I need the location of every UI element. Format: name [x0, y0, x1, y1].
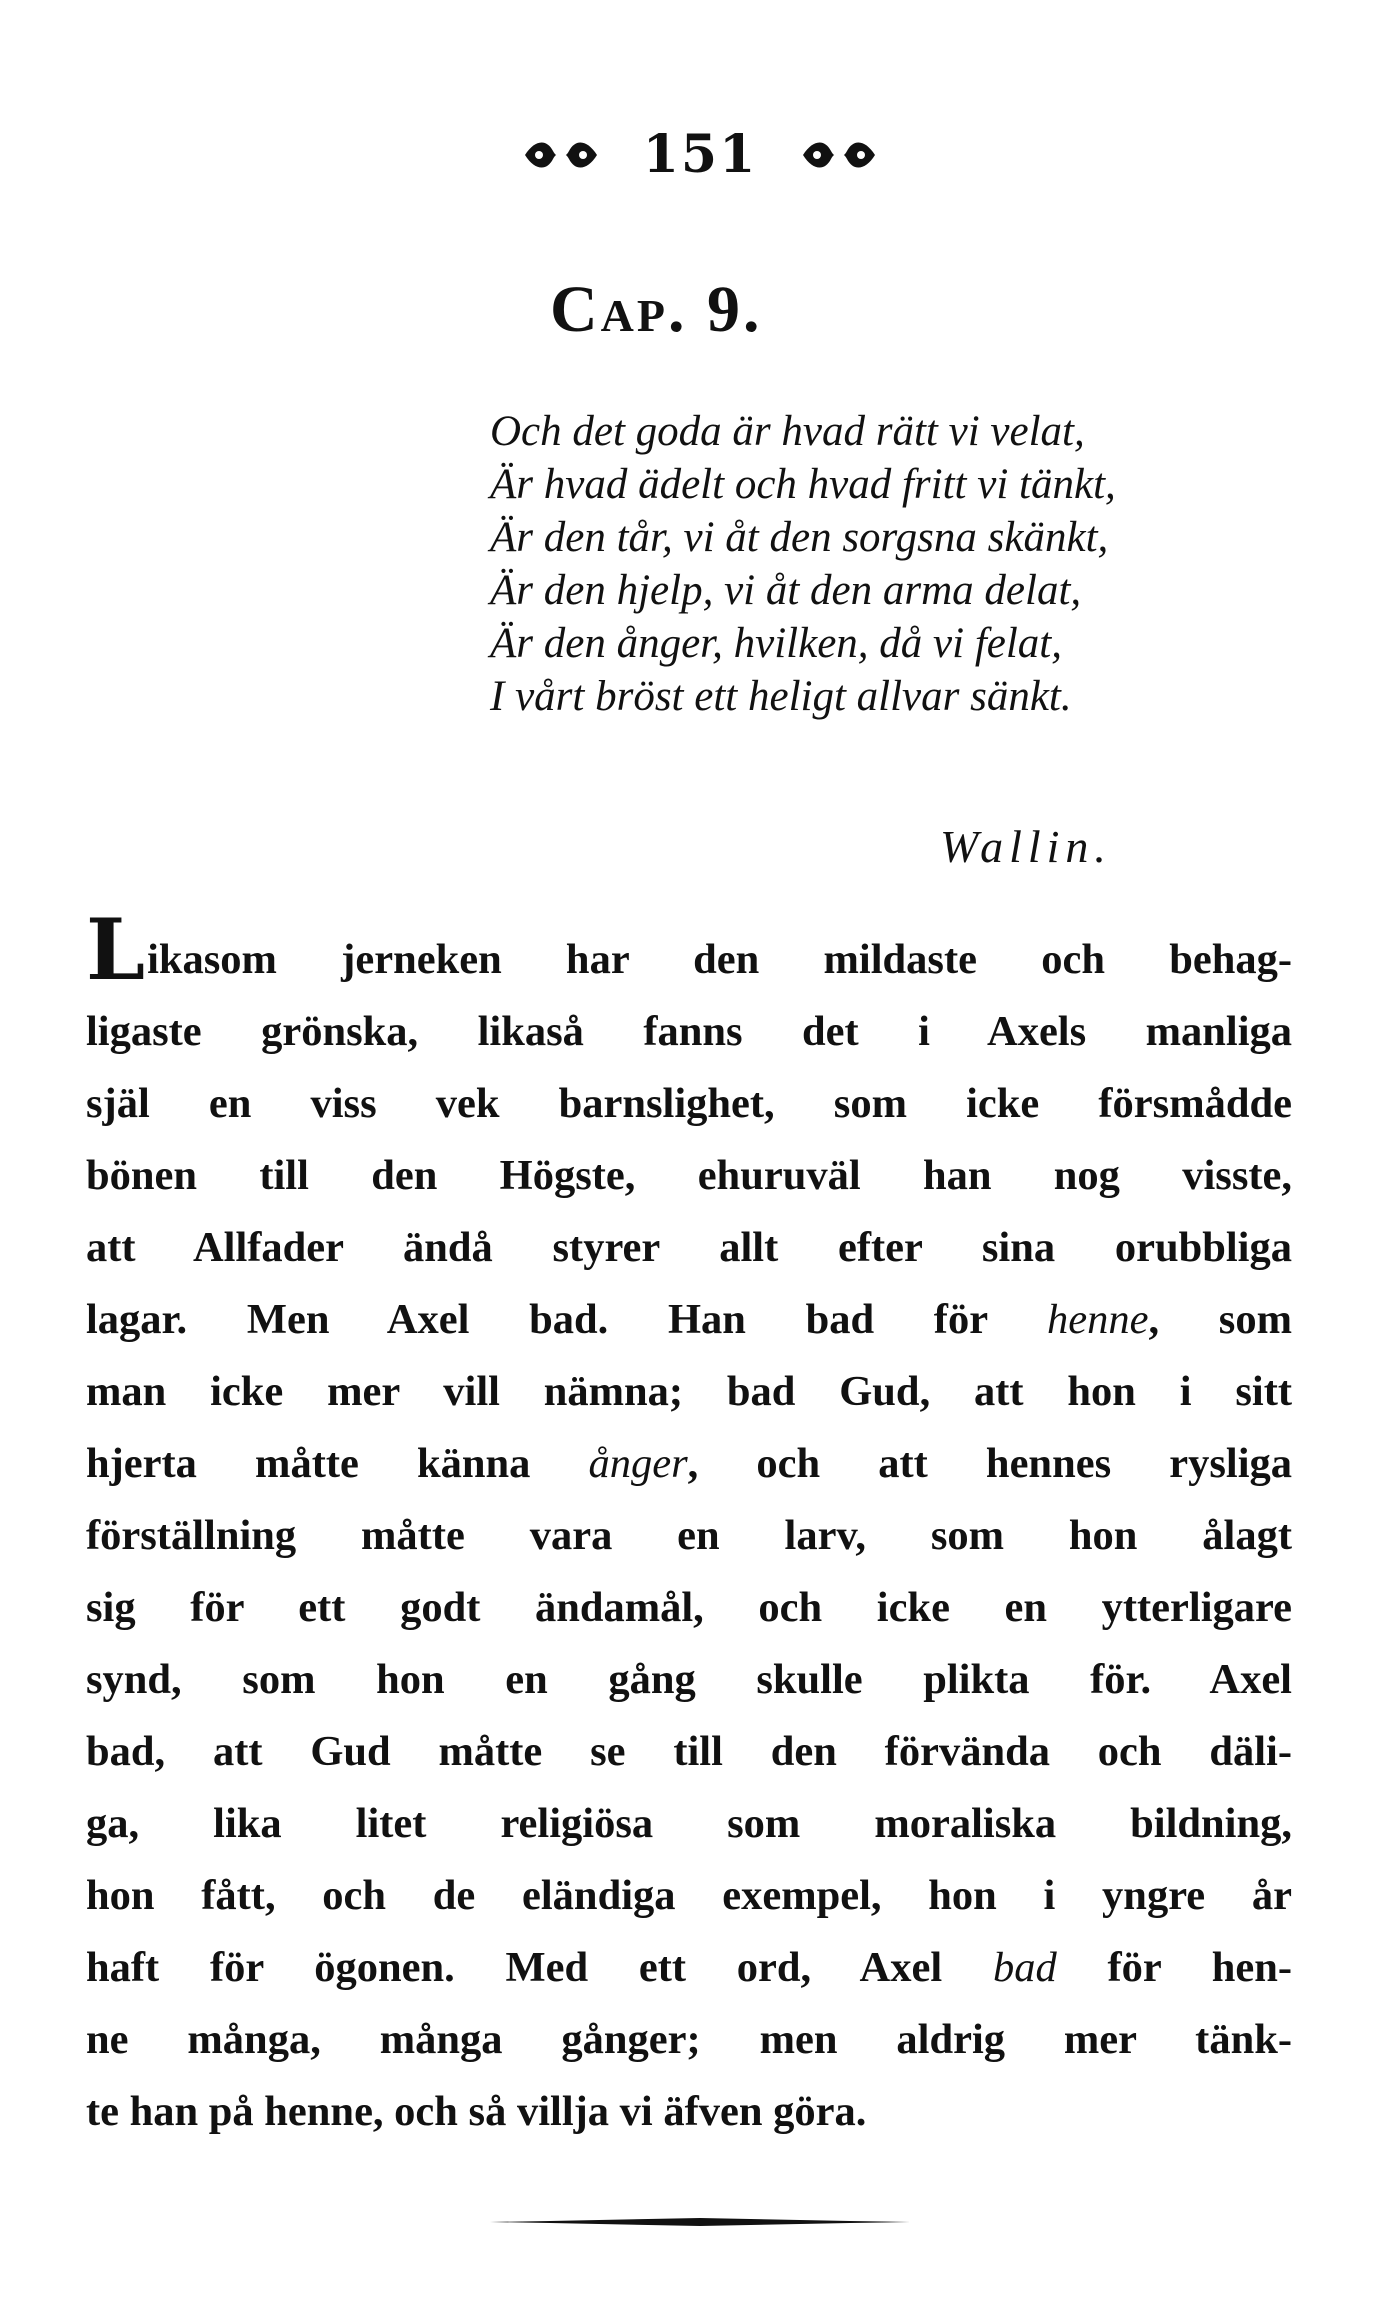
end-rule — [490, 2218, 910, 2226]
running-header — [0, 120, 1400, 185]
prose-line — [86, 1932, 1292, 2004]
italic-word: bad — [992, 1944, 1057, 1991]
chapter-label: Cap. — [550, 273, 688, 346]
epigraph-line: Är den tår, vi åt den sorgsna skänkt, — [490, 514, 1109, 561]
fleuron-right-icon — [799, 135, 879, 175]
page-number: 151 — [642, 124, 758, 185]
prose-line-text: ikasom jerneken har den mildaste och behag- — [147, 936, 1292, 983]
prose-line: hon fått, och de eländiga exempel, hon i yngre år — [86, 1872, 1292, 1919]
prose-line: sig för ett godt ändamål, och icke en ytterligare — [86, 1584, 1292, 1631]
italic-word: henne — [1046, 1296, 1149, 1343]
prose-line — [86, 1428, 1292, 1500]
prose-line-text: hjerta måtte känna — [86, 1440, 589, 1487]
prose-line-text: , som — [1148, 1296, 1292, 1343]
prose-line: ne många, många gånger; men aldrig mer tänk- — [86, 2016, 1292, 2063]
epigraph-line: Är hvad ädelt och hvad fritt vi tänkt, — [490, 461, 1116, 508]
epigraph-line: Och det goda är hvad rätt vi velat, — [490, 408, 1085, 455]
prose-line: bad, att Gud måtte se till den förvända och däli- — [86, 1728, 1292, 1775]
prose-line: att Allfader ändå styrer allt efter sina orubbliga — [86, 1224, 1292, 1271]
prose-line-text: lagar. Men Axel bad. Han bad för — [86, 1296, 1047, 1343]
epigraph-attribution: Wallin. — [940, 821, 1112, 872]
prose-line: själ en viss vek barnslighet, som icke försmådde — [86, 1080, 1292, 1127]
prose-line: man icke mer vill nämna; bad Gud, att hon i sitt — [86, 1368, 1292, 1415]
epigraph-line: Är den ånger, hvilken, då vi felat, — [490, 620, 1062, 667]
prose-line-text: haft för ögonen. Med ett ord, Axel — [86, 1944, 993, 1991]
prose-line: synd, som hon en gång skulle plikta för. Axel — [86, 1656, 1292, 1703]
epigraph-line: Är den hjelp, vi åt den arma delat, — [490, 567, 1082, 614]
prose-line: ligaste grönska, likaså fanns det i Axels manliga — [86, 1008, 1292, 1055]
fleuron-left-icon — [521, 135, 601, 175]
epigraph-line: I vårt bröst ett heligt allvar sänkt. — [490, 673, 1072, 720]
prose-line: te han på henne, och så villja vi äfven göra. — [86, 2088, 867, 2135]
prose-line: ga, lika litet religiösa som moraliska bildning, — [86, 1800, 1292, 1847]
italic-word: ånger — [588, 1440, 688, 1487]
prose-line — [86, 900, 1292, 999]
body-text — [86, 900, 1292, 2148]
chapter-number: 9. — [706, 273, 763, 346]
prose-line: förställning måtte vara en larv, som hon ålagt — [86, 1512, 1292, 1559]
prose-line — [86, 1284, 1292, 1356]
prose-line-text: , och att hennes rysliga — [687, 1440, 1292, 1487]
epigraph-poem — [490, 405, 1310, 723]
prose-line-text: för hen- — [1056, 1944, 1292, 1991]
prose-line: bönen till den Högste, ehuruväl han nog visste, — [86, 1152, 1292, 1199]
drop-cap: L — [86, 900, 146, 999]
chapter-heading — [550, 272, 950, 348]
